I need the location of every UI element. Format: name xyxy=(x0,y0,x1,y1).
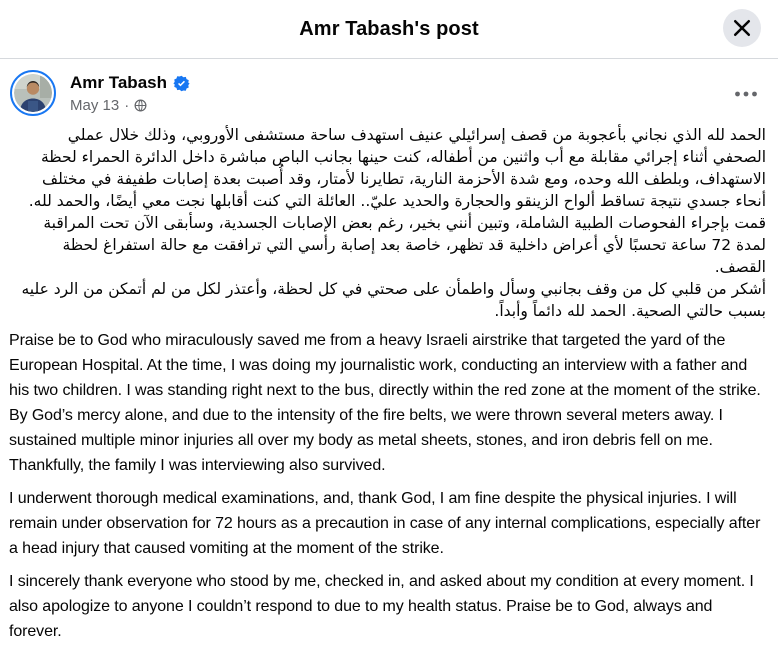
author-block xyxy=(70,70,190,114)
author-name[interactable]: Amr Tabash xyxy=(70,73,167,92)
post-date[interactable]: May 13 xyxy=(70,97,120,114)
meta-separator: · xyxy=(124,97,130,114)
post-paragraph-english: Praise be to God who miraculously saved me from a heavy Israeli airstrike that targeted the yard of the European Hospital. At the time, I was doing my journalistic work, conducting an interview with a father and his two children. I was standing right next to the bus, directly within the red zone at the moment of the strike. By God’s mercy alone, and due to the intensity of the fire belts, we were thrown several meters away. I sustained multiple minor injuries all over my body as metal sheets, stones, and iron debris fell on me. Thankfully, the family I was interviewing also survived. xyxy=(9,332,761,474)
close-icon xyxy=(732,18,752,38)
post-paragraph-arabic: قمت بإجراء الفحوصات الطبية الشاملة، وتبين أنني بخير، رغم بعض الإصابات الجسدية، وسأبقى الآن تحت المراقبة لمدة 72 ساعة تحسبًا لأي أعراض داخلية قد تظهر، خاصة بعد إصابة رأسي التي ترافقت مع حالة استفراغ لحظة القصف. xyxy=(43,214,766,276)
modal-header xyxy=(0,0,778,59)
more-options-button[interactable] xyxy=(730,82,762,106)
post-meta xyxy=(70,97,190,114)
post-paragraph-english: I sincerely thank everyone who stood by me, checked in, and asked about my condition at every moment. I also apologize to anyone I couldn’t respond to due to my health status. Praise be to God, always and forever. xyxy=(9,573,754,640)
ellipsis-icon xyxy=(734,90,758,98)
profile-photo xyxy=(14,74,52,112)
post-paragraph-arabic: الحمد لله الذي نجاني بأعجوبة من قصف إسرائيلي عنيف استهدف ساحة مستشفى الأوروبي، وذلك خلال عملي الصحفي أثناء إجرائي مقابلة مع أب واثنين من أطفاله، كنت حينها بجانب الباص مباشرة داخل الدائرة الحمراء لحظة الاستهداف، وبلطف الله وحده، ومع شدة الأحزمة النارية، تطايرنا لأمتار، وقد أُصبت بعدة إصابات طفيفة في مختلف أنحاء جسدي نتيجة تساقط ألواح الزينقو والحجارة والحديد عليّ.. العائلة التي كنت أقابلها نجت معي أيضًا، والحمد لله. xyxy=(28,126,766,210)
verified-badge-icon xyxy=(173,75,190,92)
post-paragraph-arabic: أشكر من قلبي كل من وقف بجانبي وسأل واطمأن على صحتي في كل لحظة، وأعتذر لكل من لم أتمكن من الرد عليه بسبب حالتي الصحية. الحمد لله دائماً وأبداً. xyxy=(21,280,766,320)
post-paragraph-english: I underwent thorough medical examinations, and, thank God, I am fine despite the physical injuries. I will remain under observation for 72 hours as a precaution in case of any internal complications, especially after a head injury that caused vomiting at the moment of the strike. xyxy=(9,490,761,557)
post-body-arabic xyxy=(0,116,778,322)
page-title: Amr Tabash's post xyxy=(299,17,479,40)
globe-icon xyxy=(134,99,147,112)
post-header xyxy=(0,59,778,116)
close-button[interactable] xyxy=(723,9,761,47)
post-body-english xyxy=(0,322,778,644)
avatar[interactable] xyxy=(10,70,56,116)
